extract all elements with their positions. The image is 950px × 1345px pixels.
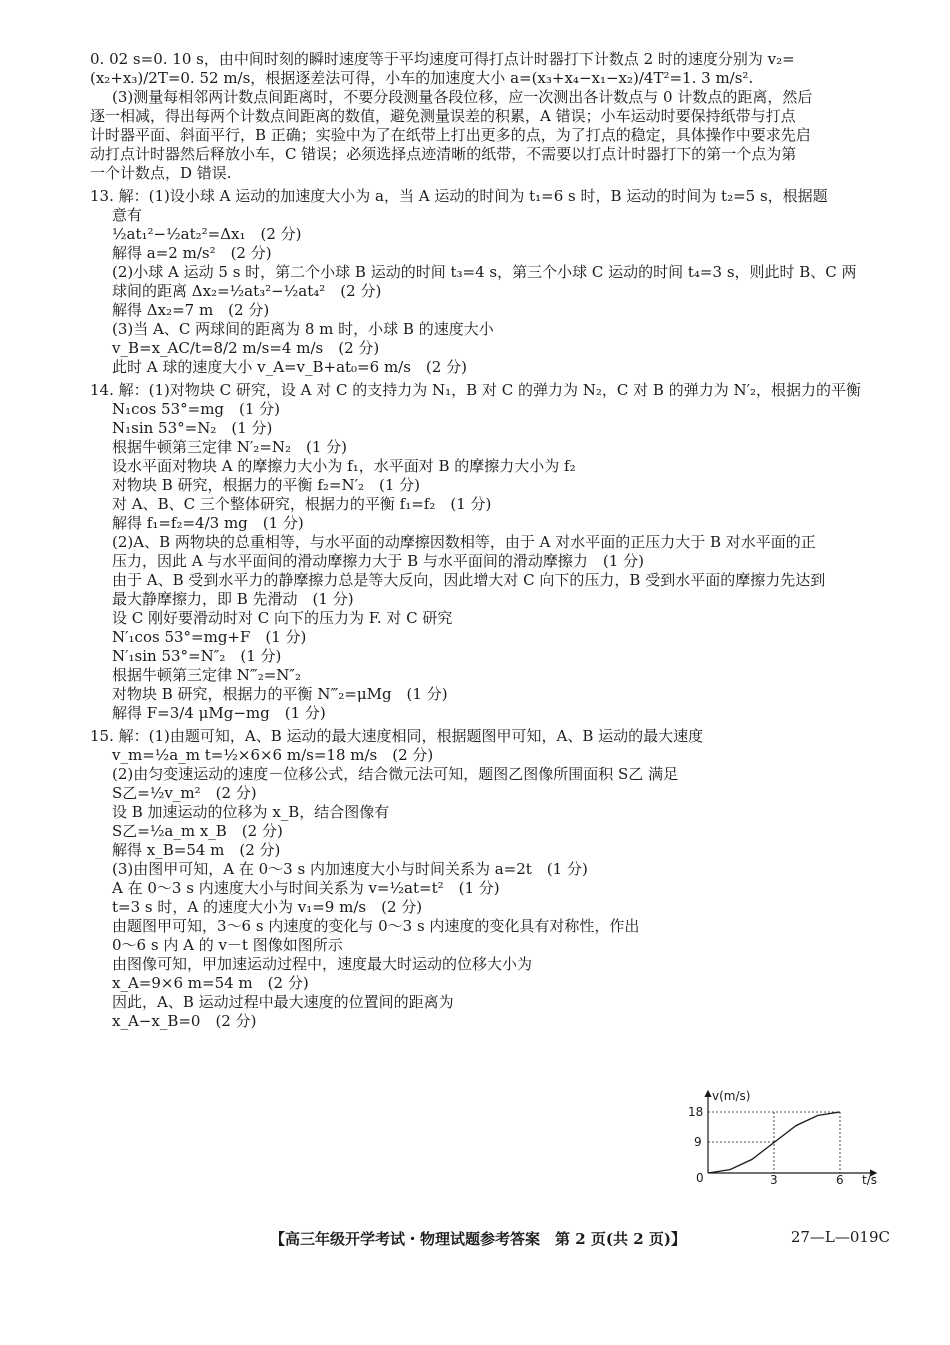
question-13-heading: 13. 解：(1)设小球 A 运动的加速度大小为 a，当 A 运动的时间为 t₁=6 s 时，B 运动的时间为 t₂=5 s，根据题 <box>90 187 828 205</box>
text-line: 根据牛顿第三定律 N′₂=N₂ (1 分) <box>112 438 348 456</box>
velocity-time-graph <box>676 1085 891 1185</box>
text-line: 对物块 B 研究，根据力的平衡 f₂=N′₂ (1 分) <box>112 476 421 494</box>
text-line: t=3 s 时，A 的速度大小为 v₁=9 m/s (2 分) <box>112 898 423 916</box>
equation-line: N′₁cos 53°=mg+F (1 分) <box>112 628 307 646</box>
origin-label: 0 <box>696 1171 704 1185</box>
equation-line: x_A=9×6 m=54 m (2 分) <box>112 974 309 992</box>
footer-code: 27—L—019C <box>790 1228 890 1246</box>
equation-line: ½at₁²−½at₂²=Δx₁ (2 分) <box>112 225 302 243</box>
text-line: 由图像可知，甲加速运动过程中，速度最大时运动的位移大小为 <box>112 955 533 973</box>
equation-line: N′₁sin 53°=N″₂ (1 分) <box>112 647 282 665</box>
equation-line: 解得 F=3/4 μMg−mg (1 分) <box>112 704 326 722</box>
text-line: 压力，因此 A 与水平面间的滑动摩擦力大于 B 与水平面间的滑动摩擦力 (1 分) <box>112 552 644 570</box>
text-line: 对物块 B 研究，根据力的平衡 N‴₂=μMg (1 分) <box>112 685 448 703</box>
text-line: 动打点计时器然后释放小车，C 错误；必须选择点迹清晰的纸带，不需要以打点计时器打下的第一个点为第 <box>90 145 797 163</box>
y-axis-label: v(m/s) <box>712 1089 751 1103</box>
text-line: (3)当 A、C 两球间的距离为 8 m 时，小球 B 的速度大小 <box>112 320 494 338</box>
text-line: 由题图甲可知，3～6 s 内速度的变化与 0～3 s 内速度的变化具有对称性，作出 <box>112 917 640 935</box>
question-15-heading: 15. 解：(1)由题可知，A、B 运动的最大速度相同，根据题图甲可知，A、B 运动的最大速度 <box>90 727 704 745</box>
answer-document <box>90 50 890 1031</box>
equation-line: 解得 f₁=f₂=4/3 mg (1 分) <box>112 514 304 532</box>
text-line: 设 C 刚好要滑动时对 C 向下的压力为 F. 对 C 研究 <box>112 609 453 627</box>
text-line: 意有 <box>112 206 143 224</box>
x-tick-label: 3 <box>770 1173 778 1185</box>
y-tick-label: 18 <box>688 1105 704 1119</box>
question-14-heading: 14. 解：(1)对物块 C 研究，设 A 对 C 的支持力为 N₁，B 对 C 的弹力为 N₂，C 对 B 的弹力为 N′₂，根据力的平衡 <box>90 381 862 399</box>
equation-line: x_A−x_B=0 (2 分) <box>112 1012 257 1030</box>
page-footer <box>90 1228 890 1249</box>
text-line: 设 B 加速运动的位移为 x_B，结合图像有 <box>112 803 390 821</box>
text-line: (2)A、B 两物块的总重相等，与水平面的动摩擦因数相等，由于 A 对水平面的正压力大于 B 对水平面的正 <box>112 533 816 551</box>
equation-line: S乙=½a_m x_B (2 分) <box>112 822 283 840</box>
text-line: (2)由匀变速运动的速度－位移公式，结合微元法可知，题图乙图像所围面积 S乙 满足 <box>112 765 679 783</box>
text-line: 设水平面对物块 A 的摩擦力大小为 f₁，水平面对 B 的摩擦力大小为 f₂ <box>112 457 576 475</box>
text-line: 一个计数点，D 错误. <box>90 164 232 182</box>
text-line: 解得 a=2 m/s² (2 分) <box>112 244 272 262</box>
text-line: 逐一相减，得出每两个计数点间距离的数值，避免测量误差的积累，A 错误；小车运动时要保持纸带与打点 <box>90 107 796 125</box>
equation-line: v_B=x_AC/t=8/2 m/s=4 m/s (2 分) <box>112 339 380 357</box>
text-line: 因此，A、B 运动过程中最大速度的位置间的距离为 <box>112 993 454 1011</box>
text-line: 计时器平面、斜面平行，B 正确；实验中为了在纸带上打出更多的点，为了打点的稳定，具体操作中要求先启 <box>90 126 811 144</box>
footer-title: 【高三年级开学考试・物理试题参考答案 第 2 页(共 2 页)】 <box>270 1230 686 1248</box>
x-tick-label: 6 <box>836 1173 844 1185</box>
equation-line: v_m=½a_m t=½×6×6 m/s=18 m/s (2 分) <box>112 746 434 764</box>
text-line: 由于 A、B 受到水平力的静摩擦力总是等大反向，因此增大对 C 向下的压力，B 受到水平面的摩擦力先达到 <box>112 571 826 589</box>
x-axis-label: t/s <box>862 1173 877 1185</box>
y-tick-label: 9 <box>694 1135 702 1149</box>
text-line: 此时 A 球的速度大小 v_A=v_B+at₀=6 m/s (2 分) <box>112 358 467 376</box>
text-line: 最大静摩擦力，即 B 先滑动 (1 分) <box>112 590 354 608</box>
text-line: 对 A、B、C 三个整体研究，根据力的平衡 f₁=f₂ (1 分) <box>112 495 492 513</box>
text-line: 解得 x_B=54 m (2 分) <box>112 841 281 859</box>
equation-line: A 在 0～3 s 内速度大小与时间关系为 v=½at=t² (1 分) <box>112 879 500 897</box>
text-line: 根据牛顿第三定律 N‴₂=N″₂ <box>112 666 302 684</box>
equation-line: N₁cos 53°=mg (1 分) <box>112 400 281 418</box>
text-line: (x₂+x₃)/2T=0. 52 m/s，根据逐差法可得，小车的加速度大小 a=(x₃+x₄−x₁−x₂)/4T²=1. 3 m/s². <box>90 69 754 87</box>
equation-line: 球间的距离 Δx₂=½at₃²−½at₄² (2 分) <box>112 282 382 300</box>
text-line: 0～6 s 内 A 的 v－t 图像如图所示 <box>112 936 343 954</box>
text-line: 解得 Δx₂=7 m (2 分) <box>112 301 270 319</box>
text-line: 0. 02 s=0. 10 s，由中间时刻的瞬时速度等于平均速度可得打点计时器打下计数点 2 时的速度分别为 v₂= <box>90 50 795 68</box>
text-line: (3)测量每相邻两计数点间距离时，不要分段测量各段位移，应一次测出各计数点与 0 计数点的距离，然后 <box>112 88 813 106</box>
text-line: (2)小球 A 运动 5 s 时，第二个小球 B 运动的时间 t₃=4 s，第三个小球 C 运动的时间 t₄=3 s，则此时 B、C 两 <box>112 263 857 281</box>
text-line: (3)由图甲可知，A 在 0～3 s 内加速度大小与时间关系为 a=2t (1 分) <box>112 860 588 878</box>
equation-line: S乙=½v_m² (2 分) <box>112 784 257 802</box>
equation-line: N₁sin 53°=N₂ (1 分) <box>112 419 273 437</box>
